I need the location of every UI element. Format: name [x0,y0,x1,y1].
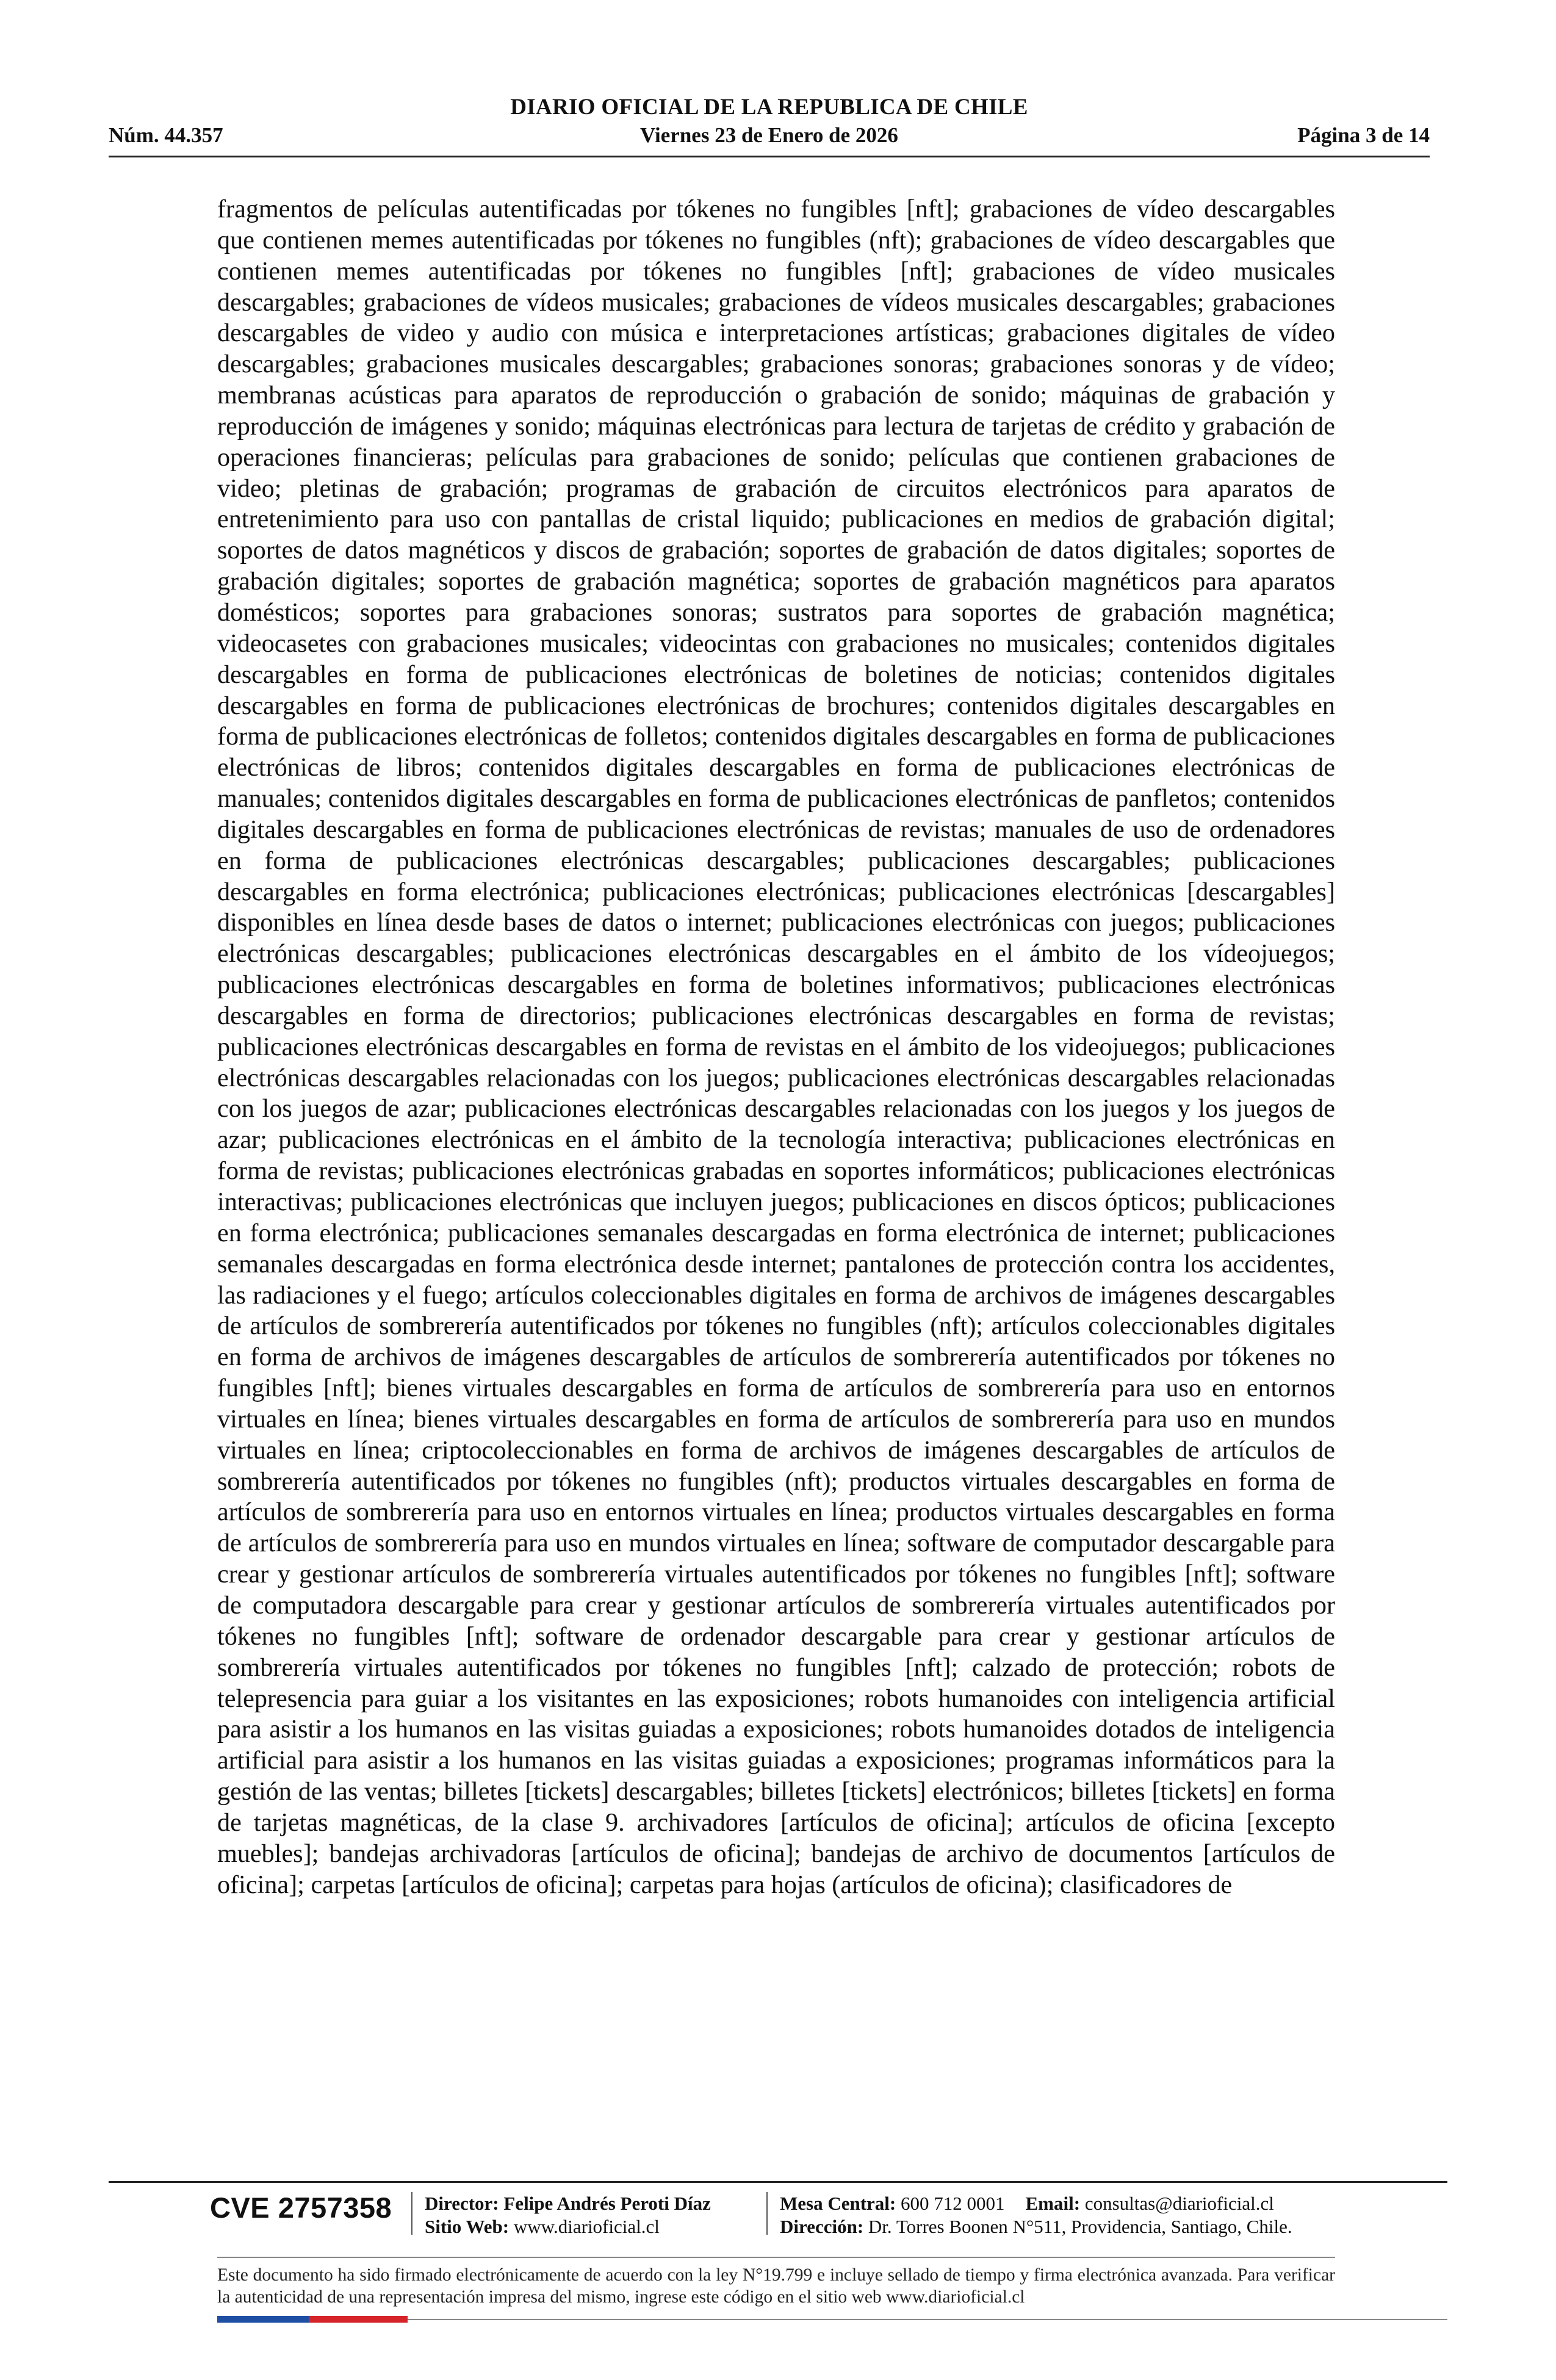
header-divider [109,156,1430,157]
director-label: Director: [425,2193,499,2214]
page-indicator: Página 3 de 14 [1297,123,1430,147]
publication-title: DIARIO OFICIAL DE LA REPUBLICA DE CHILE [510,95,1028,120]
footer-contact-block [780,2192,1292,2238]
flag-bar-blue [217,2316,309,2323]
footer-separator [411,2192,412,2235]
flag-bar-red [309,2316,408,2323]
cve-code: CVE 2757358 [210,2191,392,2224]
page-header [109,94,1430,155]
email-link[interactable]: consultas@diarioficial.cl [1084,2193,1274,2214]
site-link[interactable]: www.diarioficial.cl [513,2216,660,2237]
footer-divider-secondary [217,2257,1335,2258]
mesa-phone: 600 712 0001 [901,2193,1005,2214]
flag-bar-rule [408,2319,1447,2320]
footer-separator [766,2192,768,2235]
email-label: Email: [1025,2193,1081,2214]
signature-disclaimer: Este documento ha sido firmado electrónicamente de acuerdo con la ley N°19.799 e incluye sellado de tiempo y firma electrónica avanzada. Para verificar la autenticidad de una representación impresa del mismo, ingrese este código en el sitio web www.diarioficial.cl [217,2265,1335,2307]
body-paragraph: fragmentos de películas autentificadas por tókenes no fungibles [nft]; grabaciones de vídeo descargables que contienen memes autentificadas por tókenes no fungibles (nft); grabaciones de vídeo descargables que contienen memes autentificadas por tókenes no fungibles [nft]; grabaciones de vídeo musicales descargables; grabaciones de vídeos musicales; grabaciones de vídeos musicales descargables; grabaciones descargables de video y audio con música e interpretaciones artísticas; grabaciones digitales de vídeo descargables; grabaciones musicales descargables; grabaciones sonoras; grabaciones sonoras y de vídeo; membranas acústicas para aparatos de reproducción o grabación de sonido; máquinas de grabación y reproducción de imágenes y sonido; máquinas electrónicas para lectura de tarjetas de crédito y grabación de operaciones financieras; películas para grabaciones de sonido; películas que contienen grabaciones de video; pletinas de grabación; programas de grabación de circuitos electrónicos para aparatos de entretenimiento para uso con pantallas de cristal liquido; publicaciones en medios de grabación digital; soportes de datos magnéticos y discos de grabación; soportes de grabación de datos digitales; soportes de grabación digitales; soportes de grabación magnética; soportes de grabación magnéticos para aparatos domésticos; soportes para grabaciones sonoras; sustratos para soportes de grabación magnética; videocasetes con grabaciones musicales; videocintas con grabaciones no musicales; contenidos digitales descargables en forma de publicaciones electrónicas de boletines de noticias; contenidos digitales descargables en forma de publicaciones electrónicas de brochures; contenidos digitales descargables en forma de publicaciones electrónicas de folletos; contenidos digitales descargables en forma de publicaciones electrónicas de libros; contenidos digitales descargables en forma de publicaciones electrónicas de manuales; contenidos digitales descargables en forma de publicaciones electrónicas de panfletos; contenidos digitales descargables en forma de publicaciones electrónicas de revistas; manuales de uso de ordenadores en forma de publicaciones electrónicas descargables; publicaciones descargables; publicaciones descargables en forma electrónica; publicaciones electrónicas; publicaciones electrónicas [descargables] disponibles en línea desde bases de datos o internet; publicaciones electrónicas con juegos; publicaciones electrónicas descargables; publicaciones electrónicas descargables en el ámbito de los vídeojuegos; publicaciones electrónicas descargables en forma de boletines informativos; publicaciones electrónicas descargables en forma de directorios; publicaciones electrónicas descargables en forma de revistas; publicaciones electrónicas descargables en forma de revistas en el ámbito de los videojuegos; publicaciones electrónicas descargables relacionadas con los juegos; publicaciones electrónicas descargables relacionadas con los juegos de azar; publicaciones electrónicas descargables relacionadas con los juegos y los juegos de azar; publicaciones electrónicas en el ámbito de la tecnología interactiva; publicaciones electrónicas en forma de revistas; publicaciones electrónicas grabadas en soportes informáticos; publicaciones electrónicas interactivas; publicaciones electrónicas que incluyen juegos; publicaciones en discos ópticos; publicaciones en forma electrónica; publicaciones semanales descargadas en forma electrónica de internet; publicaciones semanales descargadas en forma electrónica desde internet; pantalones de protección contra los accidentes, las radiaciones y el fuego; artículos coleccionables digitales en forma de archivos de imágenes descargables de artículos de sombrerería autentificados por tókenes no fungibles (nft); artículos coleccionables digitales en forma de archivos de imágenes descargables de artículos de sombrerería autentificados por tókenes no fungibles [nft]; bienes virtuales descargables en forma de artículos de sombrerería para uso en entornos virtuales en línea; bienes virtuales descargables en forma de artículos de sombrerería para uso en mundos virtuales en línea; criptocoleccionables en forma de archivos de imágenes descargables de artículos de sombrerería autentificados por tókenes no fungibles (nft); productos virtuales descargables en forma de artículos de sombrerería para uso en entornos virtuales en línea; productos virtuales descargables en forma de artículos de sombrerería para uso en mundos virtuales en línea; software de computador descargable para crear y gestionar artículos de sombrerería virtuales autentificados por tókenes no fungibles [nft]; software de computadora descargable para crear y gestionar artículos de sombrerería virtuales autentificados por tókenes no fungibles [nft]; software de ordenador descargable para crear y gestionar artículos de sombrerería virtuales autentificados por tókenes no fungibles [nft]; calzado de protección; robots de telepresencia para guiar a los visitantes en las exposiciones; robots humanoides con inteligencia artificial para asistir a los humanos en las visitas guiadas a exposiciones; robots humanoides dotados de inteligencia artificial para asistir a los humanos en las visitas guiadas a exposiciones; programas informáticos para la gestión de las ventas; billetes [tickets] descargables; billetes [tickets] electrónicos; billetes [tickets] en forma de tarjetas magnéticas, de la clase 9. archivadores [artículos de oficina]; artículos de oficina [excepto muebles]; bandejas archivadoras [artículos de oficina]; bandejas de archivo de documentos [artículos de oficina]; carpetas [artículos de oficina]; carpetas para hojas (artículos de oficina); clasificadores de [217,195,1335,1899]
site-label: Sitio Web: [425,2216,510,2237]
address-label: Dirección: [780,2216,864,2237]
issue-date: Viernes 23 de Enero de 2026 [640,123,898,147]
footer-director-block [425,2192,711,2238]
director-name: Felipe Andrés Peroti Díaz [503,2193,711,2214]
issue-number: Núm. 44.357 [109,123,223,147]
mesa-label: Mesa Central: [780,2193,896,2214]
footer-divider [109,2181,1447,2183]
address-value: Dr. Torres Boonen N°511, Providencia, Santiago, Chile. [868,2216,1292,2237]
